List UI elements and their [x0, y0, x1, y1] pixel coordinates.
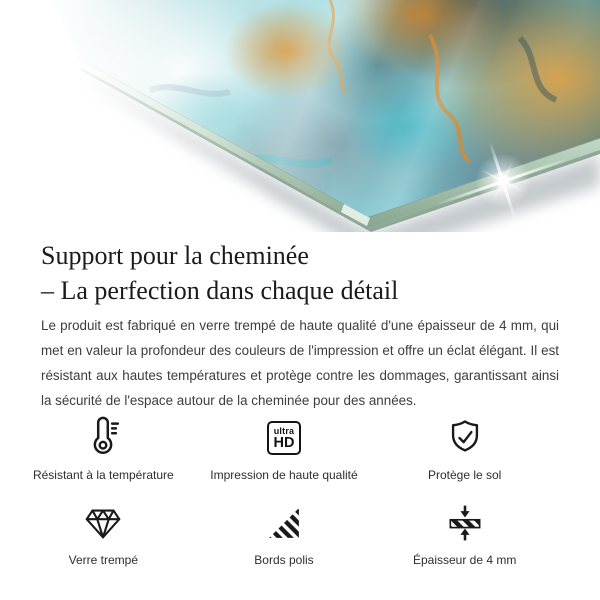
- page-title-line2: – La perfection dans chaque détail: [41, 276, 399, 305]
- product-photo: [0, 0, 600, 232]
- thickness-4mm-icon: [443, 500, 487, 546]
- feature-label: Épaisseur de 4 mm: [412, 553, 517, 567]
- feature-thickness-4mm: [374, 500, 555, 567]
- ultra-hd-icon-text-bottom: HD: [273, 434, 295, 451]
- shield-check-icon: [443, 415, 487, 461]
- feature-temperature-resistant: [13, 415, 194, 482]
- feature-label: Protège le sol: [427, 468, 502, 482]
- feature-protects-floor: [374, 415, 555, 482]
- thermometer-icon: [80, 415, 126, 461]
- ultra-hd-icon-text-top: ultra: [273, 425, 295, 436]
- feature-tempered-glass: [13, 500, 194, 567]
- polished-edges-icon: [263, 500, 305, 546]
- feature-label: Impression de haute qualité: [210, 468, 358, 482]
- product-description: Le produit est fabriqué en verre trempé de haute qualité d'une épaisseur de 4 mm, qui met en valeur la profondeur des couleurs de l'impression et offre un éclat élégant. Il est résistant aux hautes températures et protège contre les dommages, garantissant ainsi la sécurité de l'espace autour de la cheminée pour des années.: [41, 318, 559, 408]
- feature-label: Verre trempé: [68, 553, 139, 567]
- page-title: [41, 238, 600, 308]
- feature-grid: [13, 415, 555, 567]
- ultra-hd-icon: [267, 415, 301, 461]
- diamond-icon: [80, 500, 126, 546]
- feature-label: Résistant à la température: [32, 468, 174, 482]
- feature-label: Bords polis: [254, 553, 314, 567]
- page-title-line1: Support pour la cheminée: [41, 241, 309, 270]
- feature-high-quality-print: [194, 415, 375, 482]
- feature-polished-edges: [194, 500, 375, 567]
